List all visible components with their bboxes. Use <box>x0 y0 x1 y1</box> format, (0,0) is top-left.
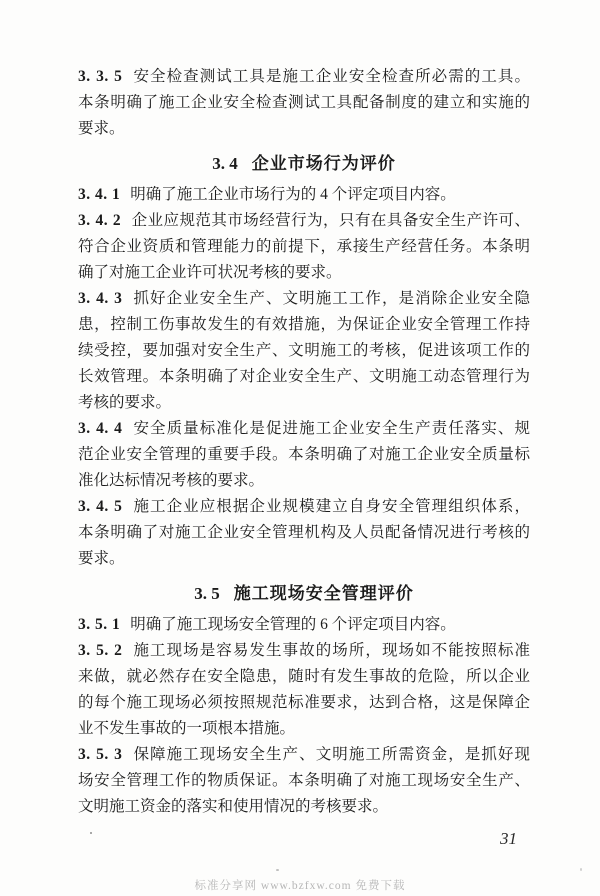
paragraph-line <box>78 742 530 768</box>
paragraph-line <box>78 494 530 520</box>
paragraph-line: 考核的要求。 <box>78 394 172 411</box>
clause-3-5-3 <box>78 742 530 820</box>
clause-text: 施工企业应根据企业规模建立自身安全管理组织体系， <box>132 498 530 515</box>
section-title: 施工现场安全管理评价 <box>233 584 414 603</box>
paragraph-line <box>78 182 530 208</box>
paragraph-line: 本条明确了施工企业安全检查测试工具配备制度的建立和实施的 <box>78 94 530 111</box>
clause-3-4-2 <box>78 208 530 286</box>
clause-number: 3. 4. 1 <box>78 186 121 203</box>
clause-number: 3. 4. 2 <box>78 212 122 229</box>
clause-3-3-5 <box>78 64 530 142</box>
clause-3-5-2 <box>78 638 530 742</box>
clause-number: 3. 5. 2 <box>78 642 123 659</box>
paragraph-line: 准化达标情况考核的要求。 <box>78 472 265 489</box>
clause-3-4-1 <box>78 182 530 208</box>
section-heading-3-4 <box>78 151 530 176</box>
scan-speck <box>276 869 279 871</box>
paragraph-line: 确了对施工企业许可状况考核的要求。 <box>78 264 342 281</box>
page-number: 31 <box>500 829 517 848</box>
clause-3-4-4 <box>78 416 530 494</box>
paragraph-line: 要求。 <box>78 550 125 567</box>
page-content <box>78 64 530 820</box>
clause-text: 保障施工现场安全生产、文明施工所需资金，是抓好现 <box>132 746 530 763</box>
clause-number: 3. 5. 3 <box>78 746 123 763</box>
paragraph-line <box>78 638 530 664</box>
scan-speck <box>90 832 92 834</box>
clause-number: 3. 4. 3 <box>78 290 123 307</box>
paragraph-line <box>78 64 530 90</box>
clause-number: 3. 4. 5 <box>78 498 123 515</box>
section-number: 3. 5 <box>194 584 220 603</box>
clause-number: 3. 4. 4 <box>78 420 123 437</box>
paragraph-line <box>78 416 530 442</box>
paragraph-line: 患，控制工伤事故发生的有效措施，为保证企业安全管理工作持 <box>78 316 530 333</box>
section-title: 企业市场行为评价 <box>251 154 396 173</box>
paragraph-line: 长效管理。本条明确了对企业安全生产、文明施工动态管理行为 <box>78 368 530 385</box>
clause-text: 安全检查测试工具是施工企业安全检查所必需的工具。 <box>132 68 530 85</box>
clause-text: 施工现场是容易发生事故的场所，现场如不能按照标准 <box>132 642 530 659</box>
watermark-footer: 标准分享网 www.bzfxw.com 免费下载 <box>194 880 406 892</box>
clause-text: 明确了施工现场安全管理的 6 个评定项目内容。 <box>130 616 456 633</box>
clause-3-4-5 <box>78 494 530 572</box>
paragraph-line <box>78 612 530 638</box>
clause-text: 安全质量标准化是促进施工企业安全生产责任落实、规 <box>132 420 530 437</box>
paragraph-line <box>78 208 530 234</box>
paragraph-line: 符合企业资质和管理能力的前提下，承接生产经营任务。本条明 <box>78 238 530 255</box>
section-heading-3-5 <box>78 581 530 606</box>
clause-3-4-3 <box>78 286 530 416</box>
paragraph-line: 场安全管理工作的物质保证。本条明确了对施工现场安全生产、 <box>78 772 530 789</box>
paragraph-line: 业不发生事故的一项根本措施。 <box>78 720 296 737</box>
paragraph-line: 来做，就必然存在安全隐患，随时有发生事故的危险，所以企业 <box>78 668 530 685</box>
paragraph-line: 续受控，要加强对安全生产、文明施工的考核，促进该项工作的 <box>78 342 530 359</box>
paragraph-line: 范企业安全管理的重要手段。本条明确了对施工企业安全质量标 <box>78 446 530 463</box>
paragraph-line: 要求。 <box>78 120 125 137</box>
clause-text: 抓好企业安全生产、文明施工工作，是消除企业安全隐 <box>132 290 530 307</box>
scan-speck <box>580 868 582 871</box>
section-number: 3. 4 <box>212 154 238 173</box>
paragraph-line: 文明施工资金的落实和使用情况的考核要求。 <box>78 798 389 815</box>
clause-number: 3. 5. 1 <box>78 616 121 633</box>
paragraph-line <box>78 286 530 312</box>
clause-number: 3. 3. 5 <box>78 68 123 85</box>
paragraph-line: 的每个施工现场必须按照规范标准要求，达到合格，这是保障企 <box>78 694 530 711</box>
clause-3-5-1 <box>78 612 530 638</box>
clause-text: 企业应规范其市场经营行为，只有在具备安全生产许可、 <box>131 212 530 229</box>
clause-text: 明确了施工企业市场行为的 4 个评定项目内容。 <box>130 186 456 203</box>
paragraph-line: 本条明确了对施工企业安全管理机构及人员配备情况进行考核的 <box>78 524 530 541</box>
